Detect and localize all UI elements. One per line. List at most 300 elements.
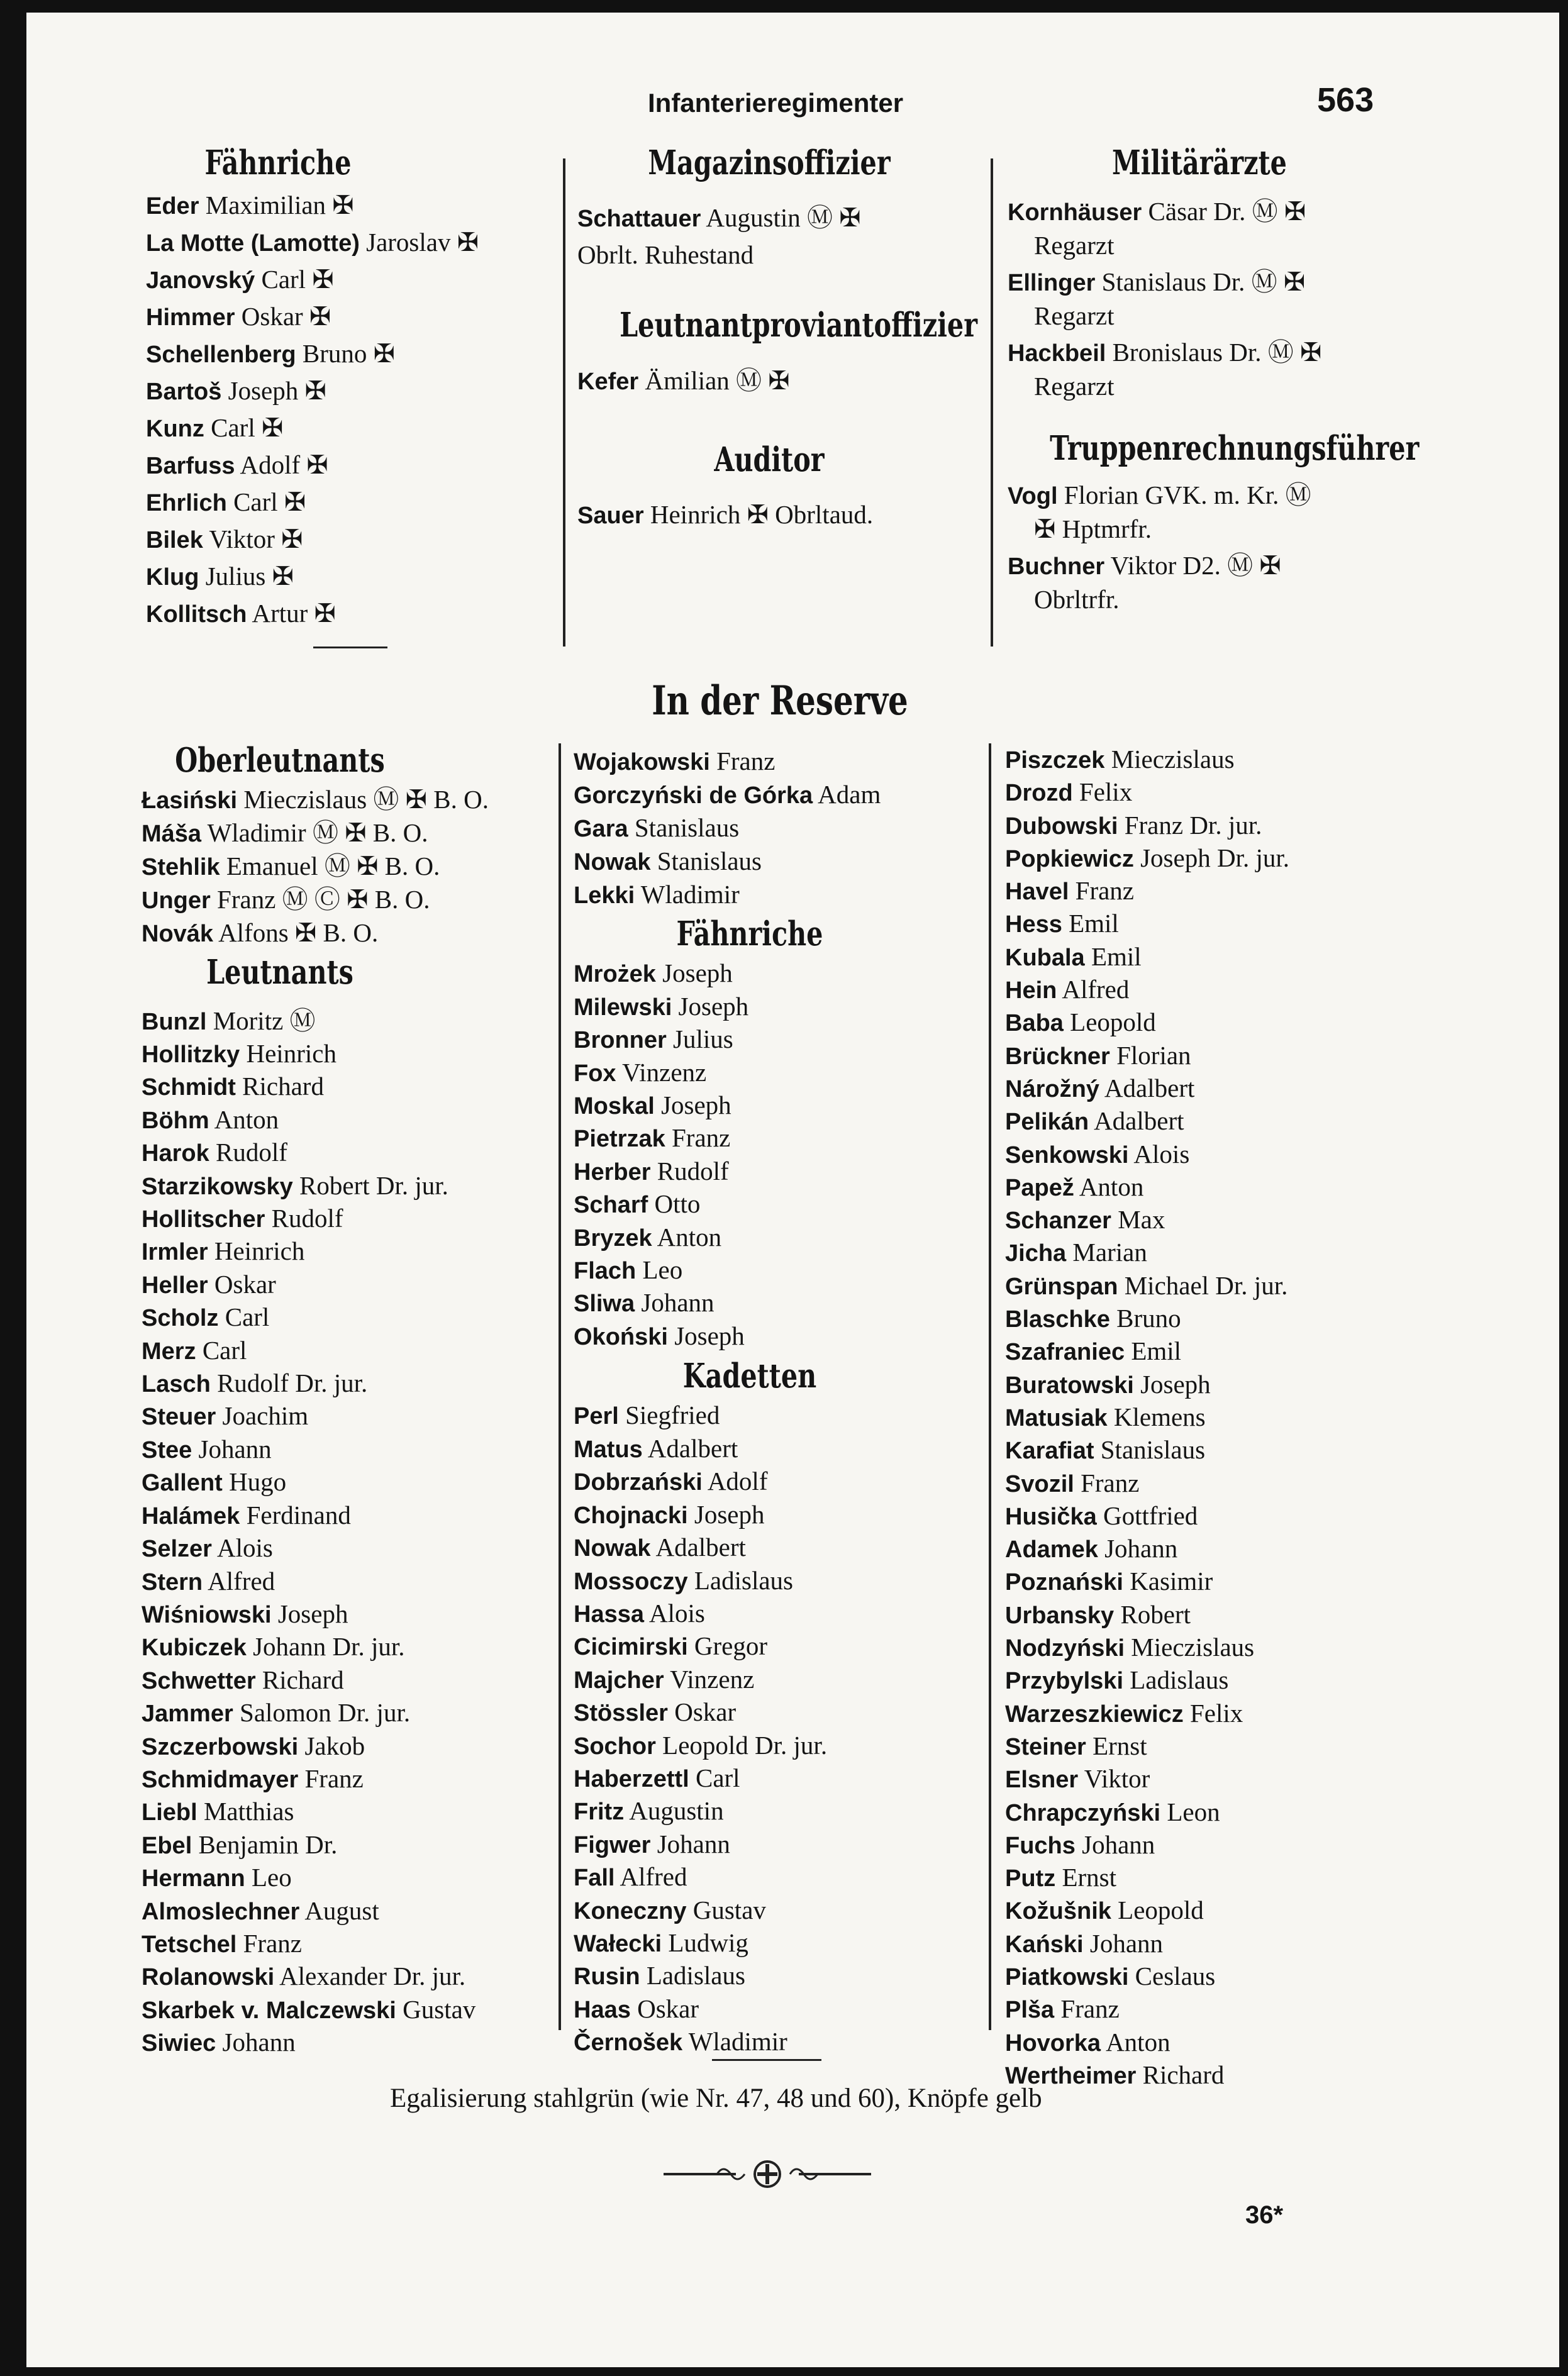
- list-item: [142, 1598, 563, 1631]
- entry-list: [1005, 743, 1433, 2092]
- given-name: Kasimir: [1130, 1567, 1213, 1596]
- list-item: [146, 187, 548, 225]
- list-item: [142, 1499, 563, 1532]
- list-item: [574, 1861, 989, 1894]
- given-name: Alfred: [1062, 975, 1130, 1004]
- given-name: Alfred: [208, 1566, 275, 1596]
- list-item: [1005, 1204, 1433, 1236]
- surname: Gara: [574, 816, 628, 842]
- top-column-3: [1008, 143, 1420, 616]
- running-head: Infanterieregimenter: [648, 88, 904, 118]
- given-name: Ladislaus: [694, 1565, 794, 1595]
- surname: Szczerbowski: [142, 1733, 299, 1760]
- list-item: [146, 596, 548, 633]
- given-name: Max: [1118, 1205, 1165, 1235]
- list-item: [142, 1433, 563, 1466]
- surname: Matusiak: [1005, 1404, 1108, 1431]
- surname: Figwer: [574, 1831, 651, 1858]
- surname: Warzeszkiewicz: [1005, 1701, 1184, 1728]
- list-item: [1005, 1467, 1433, 1500]
- given-name: Wladimir Ⓜ ✠ B. O.: [207, 818, 428, 848]
- surname: Nowak: [574, 1535, 651, 1562]
- surname: Plša: [1005, 1997, 1055, 2024]
- entry-list: [142, 1005, 563, 2060]
- given-name: Ladislaus: [1130, 1665, 1229, 1695]
- list-item: [142, 1268, 563, 1301]
- given-name: Joseph: [674, 1321, 745, 1350]
- list-item: [574, 1122, 989, 1155]
- surname: Elsner: [1005, 1767, 1079, 1794]
- list-item: [1008, 336, 1410, 370]
- surname: Urbansky: [1005, 1602, 1115, 1629]
- given-name: Benjamin Dr.: [198, 1829, 338, 1859]
- surname: Novák: [142, 921, 214, 948]
- list-item: [574, 1828, 989, 1861]
- surname: Brückner: [1005, 1043, 1110, 1070]
- surname: Fall: [574, 1865, 615, 1892]
- section-heading-auditor: Auditor: [714, 440, 825, 479]
- surname: La Motte (Lamotte): [146, 230, 360, 257]
- list-item: [1005, 776, 1433, 809]
- list-item: [142, 1400, 563, 1433]
- surname: Wertheimer: [1005, 2062, 1137, 2089]
- surname: Halámek: [142, 1502, 240, 1529]
- surname: Papež: [1005, 1174, 1074, 1201]
- list-item: [574, 745, 989, 779]
- given-name: Alois: [1133, 1139, 1190, 1169]
- given-name: Wladimir: [688, 2027, 787, 2057]
- list-item: [577, 497, 980, 534]
- column-divider: [559, 743, 561, 2030]
- surname: Nowak: [574, 849, 651, 875]
- list-item: [574, 1663, 989, 1696]
- given-name: Otto: [654, 1189, 701, 1219]
- given-name: Adalbert: [1104, 1073, 1195, 1102]
- given-name: Anton: [214, 1104, 279, 1134]
- given-name: Adalbert: [655, 1533, 746, 1562]
- given-name: Julius: [673, 1024, 733, 1054]
- surname: Bronner: [574, 1027, 667, 1054]
- surname: Irmler: [142, 1239, 208, 1266]
- given-name: Adalbert: [647, 1433, 738, 1463]
- given-name: Siegfried: [625, 1401, 720, 1430]
- given-name: Carl: [695, 1763, 740, 1792]
- given-name: Bruno: [1116, 1304, 1181, 1333]
- given-name: Ladislaus: [646, 1961, 745, 1990]
- list-item-continuation: [1008, 229, 1410, 262]
- list-item: [146, 447, 548, 484]
- given-name: August: [304, 1896, 379, 1925]
- surname: Herber: [574, 1158, 651, 1185]
- given-name: Rudolf: [215, 1138, 287, 1167]
- reserve-column-2: [574, 745, 989, 2059]
- given-name: Wladimir: [640, 880, 740, 909]
- surname: Unger: [142, 887, 211, 914]
- given-name: Oskar: [674, 1697, 737, 1727]
- given-name: Franz: [1060, 1994, 1120, 2024]
- surname: Siwiec: [142, 2030, 216, 2057]
- given-name: Florian: [1116, 1040, 1191, 1070]
- given-name: Matthias: [203, 1797, 294, 1826]
- section-heading-truppenrechnungsfuehrer: Truppenrechnungsführer: [1050, 429, 1420, 469]
- list-item: [574, 1287, 989, 1319]
- list-item: [574, 779, 989, 812]
- list-item: [1008, 479, 1410, 513]
- surname: Łasiński: [142, 787, 238, 814]
- surname: Dubowski: [1005, 813, 1118, 840]
- surname: Janovský: [146, 267, 255, 294]
- given-name: Klemens: [1113, 1402, 1206, 1431]
- list-item: [1005, 1434, 1433, 1467]
- given-name: Franz: [1081, 1468, 1140, 1497]
- surname: Drozd: [1005, 780, 1073, 807]
- surname: Nodzyński: [1005, 1635, 1125, 1662]
- list-item: [574, 1795, 989, 1828]
- entry-list: [146, 187, 548, 633]
- list-item: [1005, 1697, 1433, 1730]
- surname: Fritz: [574, 1799, 625, 1826]
- given-name: Richard: [1142, 2060, 1225, 2089]
- list-item: [146, 225, 548, 262]
- page-number: 563: [1317, 81, 1374, 119]
- rank: Obrltrfr.: [1034, 584, 1120, 614]
- column-divider: [563, 158, 565, 647]
- surname: Kubala: [1005, 944, 1085, 971]
- entry-list: [574, 745, 989, 912]
- section-heading-faehnriche: Fähnriche: [204, 143, 352, 182]
- surname: Kunz: [146, 416, 204, 443]
- surname: Flach: [574, 1257, 637, 1284]
- list-item: [574, 1531, 989, 1564]
- given-name: Franz Dr. jur.: [1124, 810, 1262, 840]
- surname: Ebel: [142, 1832, 192, 1859]
- surname: Wojakowski: [574, 749, 710, 775]
- list-item: [142, 1730, 563, 1763]
- given-name: Marian: [1072, 1238, 1147, 1267]
- surname: Kefer: [577, 368, 639, 395]
- given-name: Joseph ✠: [228, 376, 326, 406]
- rank: ✠ Hptmrfr.: [1034, 514, 1152, 543]
- given-name: Ludwig: [668, 1928, 748, 1957]
- list-item: [146, 521, 548, 558]
- given-name: Heinrich ✠ Obrltaud.: [650, 499, 874, 529]
- list-item: [1005, 1565, 1433, 1598]
- surname: Senkowski: [1005, 1141, 1129, 1169]
- surname: Stössler: [574, 1700, 668, 1727]
- surname: Hassa: [574, 1601, 644, 1628]
- surname: Tetschel: [142, 1931, 237, 1958]
- signature-mark: 36*: [1245, 2201, 1284, 2229]
- surname: Buchner: [1008, 553, 1105, 580]
- surname: Przybylski: [1005, 1668, 1123, 1695]
- list-item: [146, 262, 548, 299]
- given-name: Gottfried: [1103, 1501, 1198, 1530]
- surname: Szafraniec: [1005, 1339, 1125, 1366]
- list-item: [574, 1565, 989, 1597]
- list-item: [1005, 1730, 1433, 1763]
- given-name: Adam: [818, 780, 881, 809]
- surname: Rolanowski: [142, 1964, 275, 1991]
- top-column-2: [577, 145, 980, 534]
- section-heading-faehnriche-reserve: Fähnriche: [676, 914, 823, 953]
- given-name: Carl ✠: [211, 413, 284, 443]
- given-name: Stanislaus: [634, 813, 740, 842]
- surname: Fox: [574, 1060, 616, 1087]
- given-name: Anton: [1079, 1172, 1144, 1201]
- given-name: Johann: [198, 1434, 272, 1463]
- surname: Himmer: [146, 304, 235, 331]
- given-name: Ceslaus: [1135, 1961, 1216, 1990]
- surname: Adamek: [1005, 1536, 1098, 1563]
- surname: Barfuss: [146, 453, 235, 480]
- rank: Regarzt: [1034, 372, 1115, 401]
- given-name: Rudolf: [271, 1204, 343, 1233]
- given-name: Emanuel Ⓜ ✠ B. O.: [226, 852, 440, 881]
- given-name: Joseph: [678, 991, 749, 1021]
- given-name: Gustav: [692, 1895, 766, 1924]
- list-item: [146, 373, 548, 410]
- list-item: [1005, 1763, 1433, 1796]
- surname: Klug: [146, 564, 199, 591]
- list-item: [1005, 2059, 1433, 2092]
- given-name: Bronislaus Dr. Ⓜ ✠: [1112, 338, 1322, 367]
- given-name: Viktor: [1084, 1764, 1150, 1794]
- surname: Majcher: [574, 1667, 664, 1694]
- given-name: Alfred: [620, 1862, 687, 1892]
- list-item: [1005, 1500, 1433, 1533]
- surname: Hess: [1005, 911, 1062, 938]
- surname: Černošek: [574, 2029, 683, 2057]
- given-name: Viktor D2. Ⓜ ✠: [1110, 550, 1281, 580]
- list-item: [1005, 1894, 1433, 1927]
- list-item: [1005, 1401, 1433, 1434]
- surname: Chrapczyński: [1005, 1799, 1161, 1826]
- given-name: Moritz Ⓜ: [213, 1006, 316, 1035]
- surname: Sochor: [574, 1733, 656, 1760]
- list-item: [574, 1729, 989, 1762]
- given-name: Johann Dr. jur.: [253, 1632, 405, 1662]
- surname: Hermann: [142, 1865, 245, 1892]
- given-name: Mieczislaus Ⓜ ✠ B. O.: [243, 785, 489, 814]
- surname: Schwetter: [142, 1667, 256, 1694]
- surname: Cicimirski: [574, 1634, 688, 1661]
- surname: Bartoš: [146, 379, 222, 406]
- surname: Merz: [142, 1338, 196, 1365]
- surname: Schmidmayer: [142, 1766, 299, 1793]
- surname: Havel: [1005, 879, 1069, 906]
- list-item: [1005, 809, 1433, 842]
- section-heading-reserve: In der Reserve: [652, 677, 908, 724]
- surname: Koneczny: [574, 1897, 687, 1924]
- list-item: [574, 1254, 989, 1287]
- surname: Kański: [1005, 1931, 1084, 1958]
- list-item: [1005, 941, 1433, 974]
- given-name: Hugo: [229, 1467, 287, 1497]
- given-name: Gregor: [694, 1631, 768, 1661]
- given-name: Michael Dr. jur.: [1124, 1270, 1288, 1300]
- list-item: [142, 1104, 563, 1136]
- section-heading-oberleutnants: Oberleutnants: [175, 741, 385, 780]
- given-name: Robert Dr. jur.: [299, 1170, 448, 1200]
- list-item: [577, 200, 980, 237]
- list-item: [1005, 908, 1433, 940]
- surname: Schanzer: [1005, 1207, 1111, 1235]
- list-item: [146, 484, 548, 521]
- surname: Skarbek v. Malczewski: [142, 1997, 396, 2024]
- list-item: [574, 1993, 989, 2026]
- surname: Ellinger: [1008, 270, 1096, 297]
- given-name: Joseph: [277, 1599, 348, 1628]
- surname: Hovorka: [1005, 2029, 1101, 2057]
- given-name: Carl ✠: [233, 487, 306, 517]
- surname: Rusin: [574, 1963, 640, 1990]
- surname: Eder: [146, 193, 199, 220]
- given-name: Joseph: [661, 1090, 731, 1119]
- given-name: Jaroslav ✠: [366, 228, 479, 257]
- list-item: [1005, 1928, 1433, 1960]
- list-item: [1005, 1829, 1433, 1862]
- list-item: [574, 1433, 989, 1465]
- list-item-continuation: [1008, 513, 1410, 545]
- list-item: [577, 363, 980, 400]
- given-name: Leopold: [1070, 1008, 1156, 1037]
- list-item: [574, 1465, 989, 1498]
- given-name: Alfons ✠ B. O.: [218, 918, 379, 948]
- surname: Popkiewicz: [1005, 845, 1134, 872]
- list-item: [1005, 1236, 1433, 1269]
- list-item: [574, 879, 989, 912]
- list-item: [142, 1829, 563, 1862]
- given-name: Julius ✠: [205, 562, 294, 591]
- list-item: [142, 1005, 563, 1038]
- given-name: Franz: [672, 1123, 731, 1153]
- surname: Putz: [1005, 1865, 1056, 1892]
- given-name: Stanislaus: [1100, 1435, 1206, 1465]
- list-item: [142, 1664, 563, 1697]
- surname: Baba: [1005, 1010, 1064, 1037]
- surname: Böhm: [142, 1107, 209, 1134]
- section-heading-kadetten: Kadetten: [682, 1357, 817, 1396]
- list-item: [142, 1070, 563, 1103]
- reserve-column-3: [1005, 743, 1433, 2092]
- surname: Stehlik: [142, 854, 220, 881]
- list-item: [142, 1763, 563, 1796]
- surname: Wiśniowski: [142, 1601, 272, 1628]
- column-divider: [989, 743, 991, 2030]
- surname: Jammer: [142, 1701, 233, 1728]
- surname: Scholz: [142, 1305, 219, 1332]
- column-divider: [991, 158, 993, 647]
- surname: Sliwa: [574, 1291, 635, 1318]
- list-item-continuation: [1008, 299, 1410, 332]
- given-name: Leopold: [1118, 1896, 1204, 1925]
- surname: Buratowski: [1005, 1372, 1134, 1399]
- given-name: Joseph: [1140, 1369, 1211, 1399]
- surname: Moskal: [574, 1092, 655, 1119]
- surname: Fuchs: [1005, 1832, 1076, 1859]
- given-name: Johann: [1089, 1928, 1164, 1958]
- surname: Lekki: [574, 882, 635, 909]
- given-name: Johann: [1104, 1534, 1178, 1563]
- given-name: Johann: [657, 1829, 730, 1858]
- footer-note: Egalisierung stahlgrün (wie Nr. 47, 48 und 60), Knöpfe gelb: [390, 2084, 1042, 2113]
- given-name: Viktor ✠: [209, 525, 303, 554]
- surname: Hollitscher: [142, 1206, 265, 1233]
- given-name: Vinzenz: [670, 1664, 755, 1694]
- given-name: Ferdinand: [246, 1500, 351, 1529]
- surname: Matus: [574, 1436, 643, 1463]
- surname: Kornhäuser: [1008, 199, 1142, 226]
- given-name: Stanislaus Dr. Ⓜ ✠: [1101, 267, 1306, 297]
- given-name: Joseph Dr. jur.: [1140, 843, 1289, 872]
- given-name: Carl: [225, 1302, 270, 1332]
- list-item: [142, 1136, 563, 1169]
- list-item-continuation: [1008, 583, 1410, 616]
- entry-list: [574, 957, 989, 1353]
- given-name: Gustav: [403, 1994, 476, 2024]
- given-name: Augustin Ⓜ ✠: [706, 203, 861, 233]
- list-item: [1005, 1302, 1433, 1335]
- list-item: [574, 1023, 989, 1056]
- given-name: Maximilian ✠: [205, 191, 354, 220]
- surname: Bilek: [146, 527, 203, 554]
- given-name: Artur ✠: [252, 599, 336, 628]
- section-heading-magazinsoffizier: Magazinsoffizier: [648, 143, 891, 182]
- list-item: [146, 299, 548, 336]
- given-name: Franz: [304, 1763, 364, 1793]
- list-item: [142, 1170, 563, 1202]
- surname: Steiner: [1005, 1733, 1086, 1760]
- surname: Chojnacki: [574, 1502, 688, 1529]
- given-name: Salomon Dr. jur.: [240, 1698, 411, 1728]
- entry-list: [142, 784, 563, 950]
- given-name: Rudolf: [657, 1156, 729, 1185]
- list-item: [1005, 842, 1433, 875]
- surname: Bunzl: [142, 1008, 207, 1035]
- rank: Obrlt. Ruhestand: [577, 240, 754, 270]
- surname: Husička: [1005, 1503, 1097, 1530]
- surname: Haberzettl: [574, 1765, 689, 1792]
- list-item: [142, 1235, 563, 1268]
- surname: Máša: [142, 821, 202, 848]
- surname: Almoslechner: [142, 1898, 300, 1925]
- list-item: [574, 1597, 989, 1630]
- list-item: [142, 850, 563, 884]
- surname: Poznański: [1005, 1569, 1123, 1596]
- given-name: Leopold Dr. jur.: [662, 1730, 828, 1760]
- list-item: [1005, 1862, 1433, 1894]
- surname: Selzer: [142, 1536, 212, 1563]
- section-heading-leutnants: Leutnants: [206, 953, 353, 992]
- given-name: Mieczislaus: [1131, 1633, 1255, 1662]
- surname: Mrożek: [574, 961, 656, 988]
- list-item: [574, 991, 989, 1023]
- ornament-cross-icon: [664, 2158, 871, 2190]
- given-name: Florian GVK. m. Kr. Ⓜ: [1064, 480, 1311, 509]
- list-item: [142, 884, 563, 917]
- list-item: [574, 812, 989, 845]
- list-item: [1005, 1993, 1433, 2026]
- list-item: [1005, 875, 1433, 908]
- surname: Heller: [142, 1272, 208, 1299]
- list-item: [574, 1894, 989, 1927]
- list-item: [142, 1994, 563, 2026]
- list-item: [1008, 195, 1410, 229]
- surname: Gorczyński de Górka: [574, 782, 813, 809]
- list-item: [142, 817, 563, 850]
- given-name: Ernst: [1093, 1731, 1147, 1760]
- surname: Liebl: [142, 1799, 197, 1826]
